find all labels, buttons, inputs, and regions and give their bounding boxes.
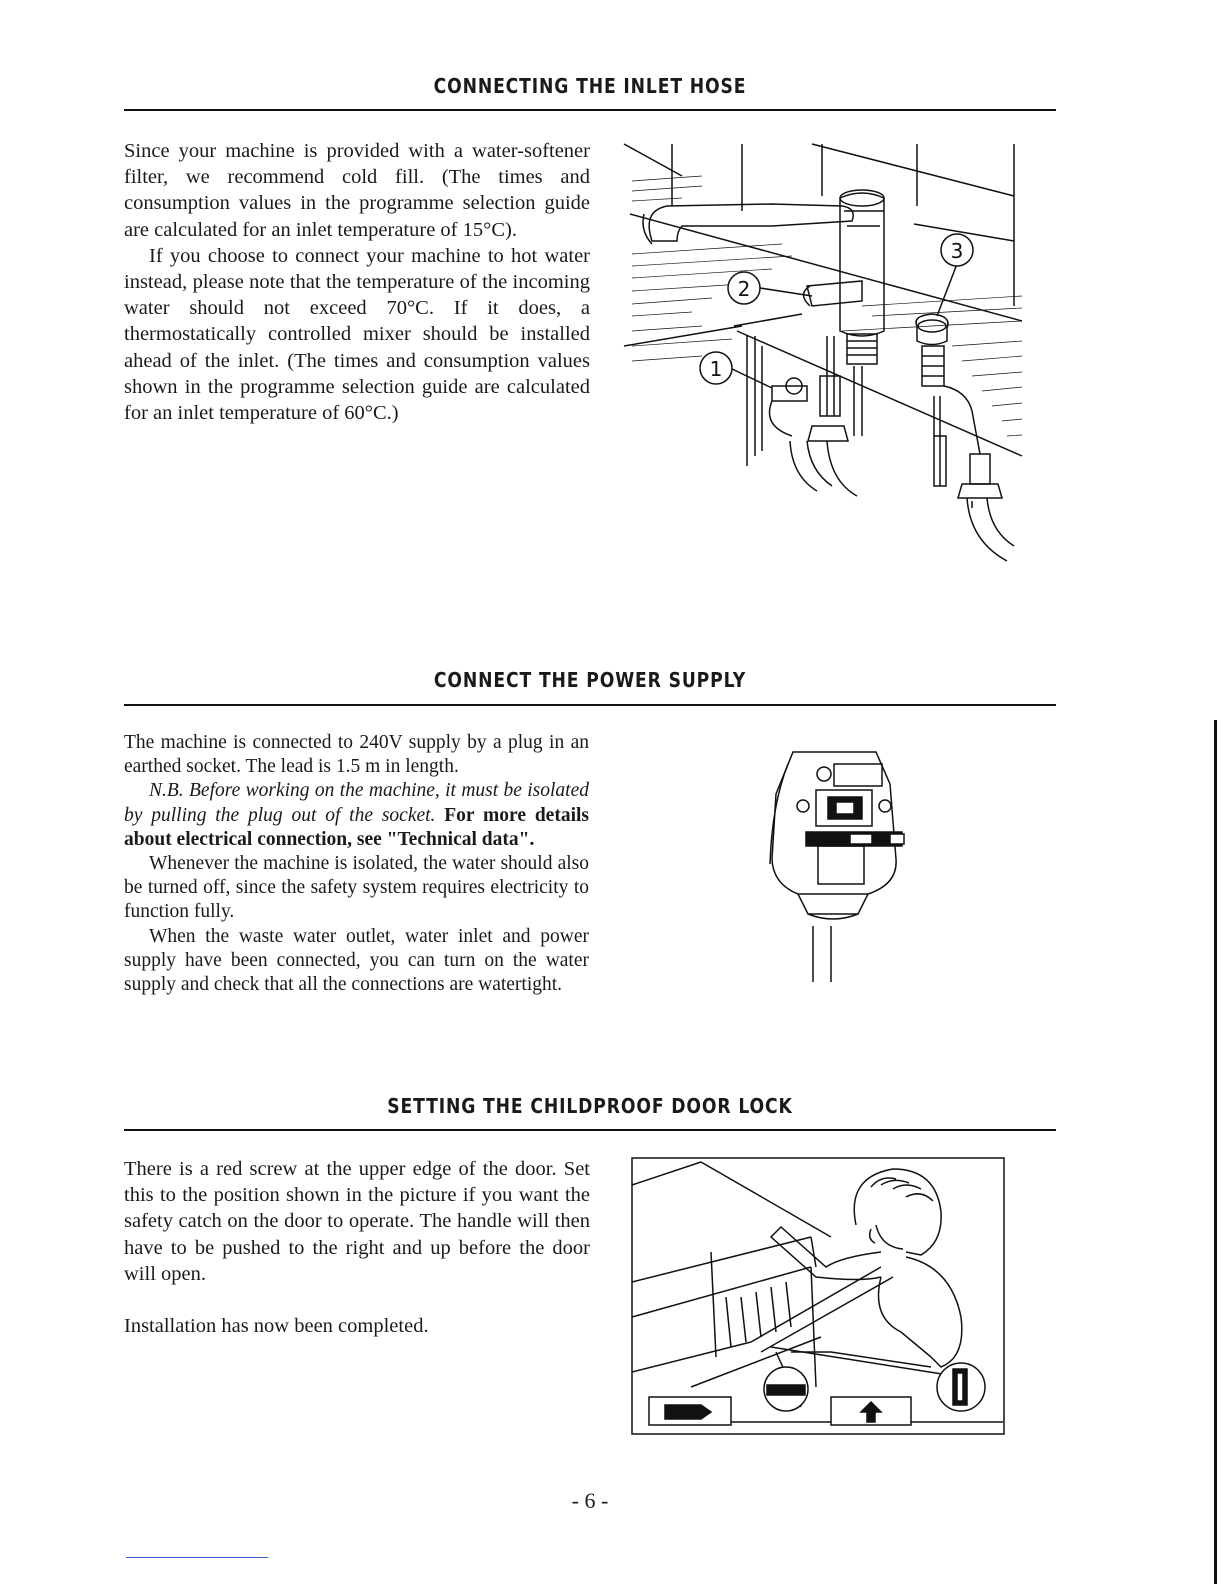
tap-connection-illustration bbox=[622, 136, 1032, 566]
plug-illustration bbox=[758, 744, 918, 989]
power-paragraph-4: When the waste water outlet, water inlet and power supply have been connected, you can turn on the water supply and check that all the connections are watertight. bbox=[124, 925, 589, 996]
power-technical-data-ref: For more details about electrical connection, see "Technical data". bbox=[124, 804, 589, 850]
inlet-paragraph-2: If you choose to connect your machine to hot water instead, please note that the temperature of the incoming water should not exceed 70°C. If it does, a thermostatically controlled mixer should be installed ahead of the inlet. (The times and consumption values shown in the programme selection guide are calculated for an inlet temperature of 60°C.) bbox=[124, 244, 590, 425]
power-paragraph-3: Whenever the machine is isolated, the water should also be turned off, since the safety system requires electricity to function fully. bbox=[124, 853, 589, 923]
power-warning-italic: N.B. Before working on the machine, it must be isolated by pulling the plug out of the socket. bbox=[124, 780, 589, 826]
power-text-block bbox=[124, 731, 589, 997]
section-rule-power bbox=[124, 704, 1056, 706]
power-paragraph-2 bbox=[124, 779, 589, 852]
inlet-paragraph-1: Since your machine is provided with a water-softener filter, we recommend cold fill. (The times and consumption values in the programme selection guide are calculated for an inlet temperature of 15°C). bbox=[124, 140, 590, 241]
footer-rule bbox=[126, 1557, 268, 1558]
page-number: - 6 - bbox=[571, 1488, 609, 1513]
section-rule-lock bbox=[124, 1129, 1056, 1131]
callout-3: 3 bbox=[950, 239, 964, 263]
callout-2: 2 bbox=[737, 277, 751, 301]
section-title-childproof-lock: SETTING THE CHILDPROOF DOOR LOCK bbox=[387, 1094, 793, 1118]
section-title-power-supply: CONNECT THE POWER SUPPLY bbox=[433, 668, 747, 692]
lock-text-block bbox=[124, 1156, 590, 1339]
inlet-text-block bbox=[124, 138, 590, 426]
callout-1: 1 bbox=[709, 357, 723, 381]
section-title-inlet-hose: CONNECTING THE INLET HOSE bbox=[433, 74, 747, 98]
child-door-lock-illustration bbox=[631, 1157, 1005, 1435]
power-paragraph-1: The machine is connected to 240V supply by a plug in an earthed socket. The lead is 1.5 m in length. bbox=[124, 732, 589, 778]
lock-paragraph-1: There is a red screw at the upper edge of the door. Set this to the position shown in the picture if you want the safety catch on the door to operate. The handle will then have to be pushed to the right and up before the door will open. bbox=[124, 1158, 590, 1285]
section-rule-inlet bbox=[124, 109, 1056, 111]
lock-paragraph-2: Installation has now been completed. bbox=[124, 1315, 429, 1338]
right-margin-edge bbox=[1214, 720, 1217, 1584]
